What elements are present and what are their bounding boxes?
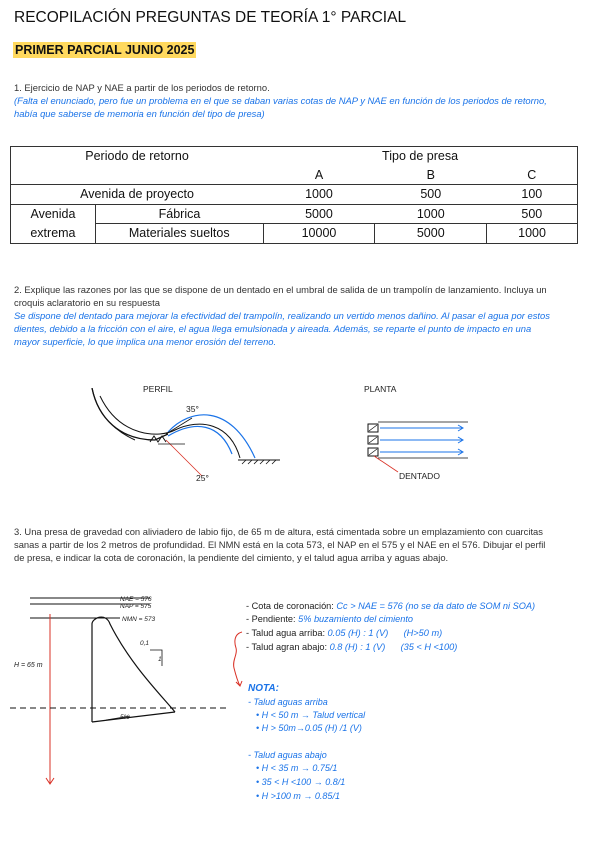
q2-answer-line1: Se dispone del dentado para mejorar la efectividad del trampolín, realizando un vertido menos dañino. Al pasar el agua por estos (14, 310, 550, 321)
note-abajo-item: • H < 35 m → 0.75/1 (256, 763, 338, 773)
planta-label: PLANTA (364, 384, 397, 394)
cell: 1000 (487, 224, 578, 244)
q2-text-line2: croquis aclaratorio en su respuesta (14, 297, 160, 308)
q3-text-line3: de presa, e indicar la cota de coronación, la pendiente del cimiento, y el talud agua arriba y aguas abajo. (14, 552, 449, 563)
planta-sketch (358, 400, 478, 475)
cell: 100 (521, 187, 543, 202)
extrema-label-2: extrema (30, 226, 76, 240)
cell: 5000 (305, 206, 333, 221)
dam-nae: NAE = 576 (120, 596, 152, 603)
type-a: A (314, 167, 324, 182)
q1-answer-line2: había que saberse de memoria en función del tipo de presa) (14, 108, 265, 119)
dam-nap: NAP = 575 (120, 603, 152, 610)
q2-text-line1: 2. Explique las razones por las que se dispone de un dentado en el umbral de salida de un trampolín de lanzamiento. Incluya un (14, 284, 547, 295)
return-period-table (10, 146, 578, 244)
note-arriba-item: • H > 50m→0.05 (H) /1 (V) (256, 723, 362, 733)
q3-text-line1: 3. Una presa de gravedad con aliviadero de labio fijo, de 65 m de altura, está cimentada sobre un emplazamiento con cuarcitas (14, 526, 543, 537)
section-label: PRIMER PARCIAL JUNIO 2025 (15, 43, 195, 57)
dam-sketch (10, 594, 240, 794)
note-abajo-item: • 35 < H <100 → 0.8/1 (256, 777, 346, 787)
page-title: RECOPILACIÓN PREGUNTAS DE TEORÍA 1° PARCIAL (14, 9, 407, 26)
q1-text: 1. Ejercicio de NAP y NAE a partir de los periodos de retorno. (14, 82, 270, 93)
cell: 500 (420, 187, 442, 202)
answer-pendiente: - Pendiente: 5% buzamiento del cimiento (246, 614, 414, 624)
angle-top-label: 35° (186, 404, 199, 414)
cell: 10000 (263, 224, 375, 244)
perfil-label: PERFIL (143, 384, 173, 394)
q1-answer-line1: (Falta el enunciado, pero fue un problema en el que se daban varias cotas de NAP y NAE en función de los periodos de retorno, (14, 95, 547, 106)
cell: 1000 (305, 187, 333, 202)
dentado-label: DENTADO (399, 471, 440, 481)
row-fabrica-label: Fábrica (95, 204, 263, 224)
note-title: NOTA: (248, 683, 279, 694)
q3-text-line2: sanas a partir de los 2 metros de profundidad. El NMN está en la cota 573, el NAP en el 575 y el NAE en el 576. Dibujar el perfil (14, 539, 546, 550)
answer-coronacion: - Cota de coronación: Cc > NAE = 576 (no se da dato de SOM ni SOA) (246, 601, 536, 611)
type-c: C (527, 167, 537, 182)
answer-talud-abajo: - Talud agran abajo: 0.8 (H) : 1 (V) (35 < H <100) (246, 642, 458, 652)
row-proyecto-label: Avenida de proyecto (80, 187, 194, 202)
header-left: Periodo de retorno (85, 149, 189, 164)
dam-nmn: NMN = 573 (122, 616, 156, 623)
dam-height: H = 65 m (14, 662, 43, 669)
note-arriba-item: • H < 50 m → Talud vertical (256, 710, 366, 720)
dam-base-slope: 5% (120, 714, 130, 721)
extrema-label-1: Avenida (30, 207, 76, 221)
cell: 500 (521, 206, 543, 221)
cell: 1000 (416, 206, 445, 221)
row-materiales-label: Materiales sueltos (95, 224, 263, 244)
note-arriba-title: - Talud aguas arriba (248, 697, 328, 707)
dam-slope-side: 1 (158, 656, 162, 663)
brace-marker (228, 628, 248, 690)
cell: 5000 (375, 224, 487, 244)
type-b: B (426, 167, 435, 182)
note-abajo-title: - Talud aguas abajo (248, 750, 327, 760)
angle-bottom-label: 25° (196, 473, 209, 483)
dam-slope-top: 0,1 (140, 640, 150, 647)
note-abajo-item: • H >100 m → 0.85/1 (256, 791, 340, 801)
header-right: Tipo de presa (382, 149, 459, 164)
perfil-sketch (80, 388, 290, 488)
q2-answer-line2: dientes, debido a la fricción con el aire, el agua llega emulsionada y aireada. Además, se reparte el punto de impacto en una (14, 323, 532, 334)
q2-answer-line3: mayor superficie, lo que implica una menor erosión del terreno. (14, 336, 277, 347)
answer-talud-arriba: - Talud agua arriba: 0.05 (H) : 1 (V) (H>50 m) (246, 628, 443, 638)
